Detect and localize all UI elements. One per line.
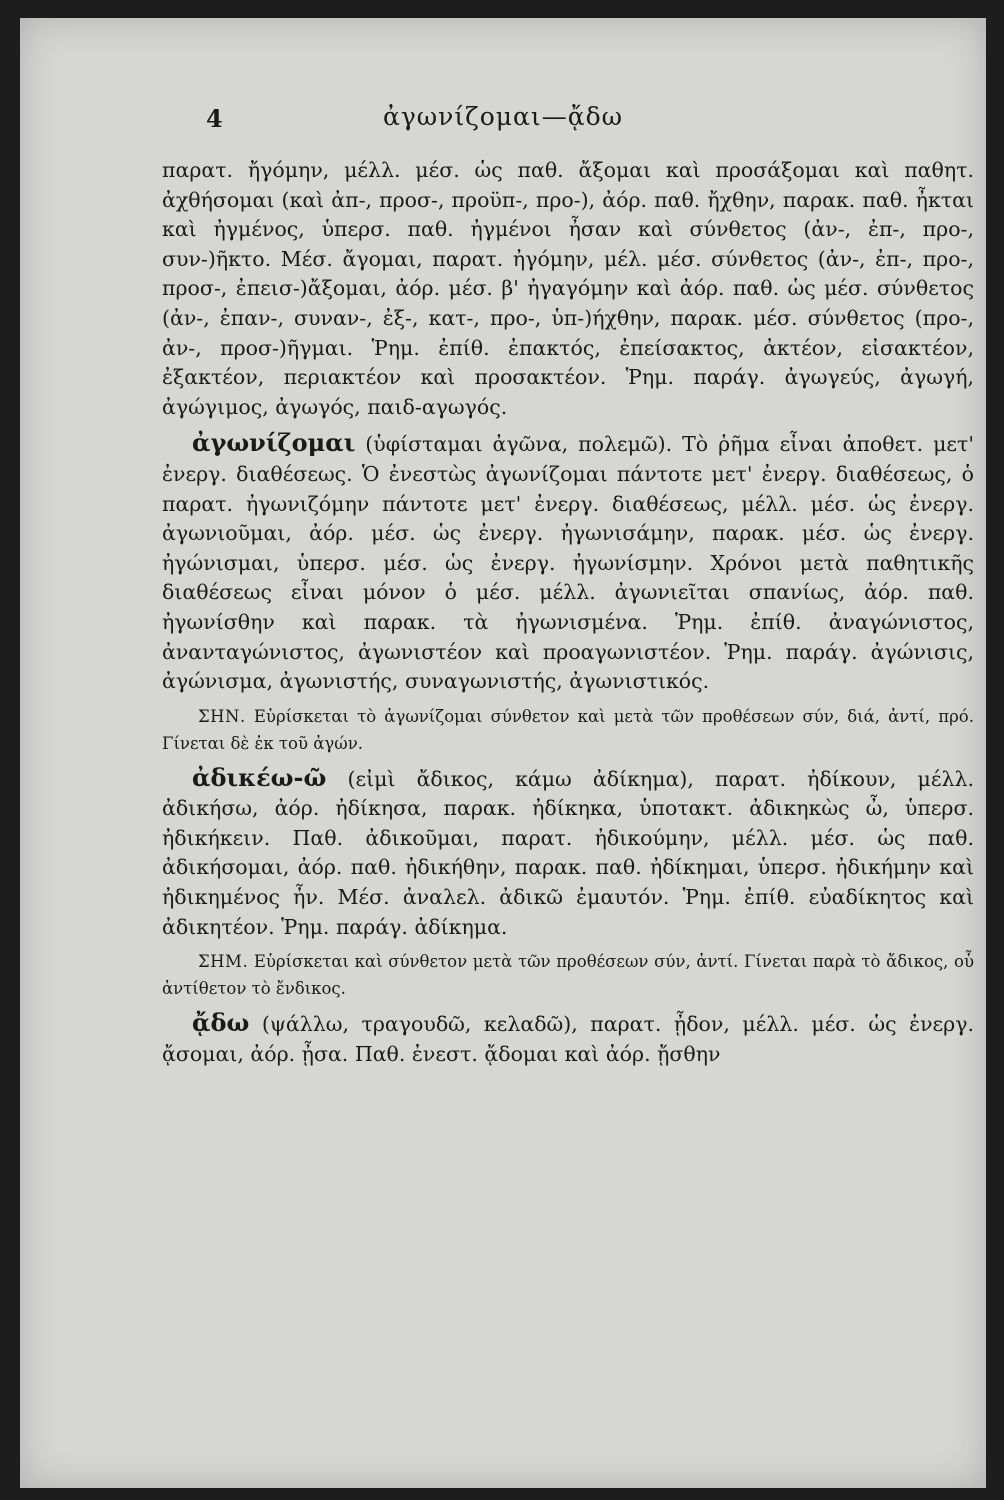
note-label: ΣΗΝ. xyxy=(198,706,246,726)
page-number: 4 xyxy=(206,104,223,133)
running-head: ἀγωνίζομαι—ᾄδω xyxy=(382,102,624,131)
entry-agonizomai xyxy=(162,428,974,696)
page-body xyxy=(162,156,974,1069)
note-label: ΣΗΜ. xyxy=(198,952,249,972)
headword: ἀδικέω-ῶ xyxy=(192,762,327,792)
entry-text: (ὑφίσταμαι ἀγῶνα, πολεμῶ). Τὸ ῥῆμα εἶναι ἀποθετ. μετ' ἐνεργ. διαθέσεως. Ὁ ἐνεστὼς ἀγωνίζομαι πάντοτε μετ' ἐνεργ. διαθέσεως, ὁ παρατ. ἠγωνιζόμην πάντοτε μετ' ἐνεργ. διαθέσεως, μέλλ. μέσ. ὡς ἐνεργ. ἀγωνιοῦμαι, ἀόρ. μέσ. ὡς ἐνεργ. ἠγωνισάμην, παρακ. μέσ. ὡς ἐνεργ. ἠγώνισμαι, ὑπερσ. μέσ. ὡς ἐνεργ. ἠγωνίσμην. Χρόνοι μετὰ παθητικῆς διαθέσεως εἶναι μόνον ὁ μέσ. μέλλ. ἀγωνιεῖται σπανίως, ἀόρ. παθ. ἠγωνίσθην καὶ παρακ. τὰ ἠγωνισμένα. Ῥημ. ἐπίθ. ἀναγώνιστος, ἀνανταγώνιστος, ἀγωνιστέον καὶ προαγωνιστέον. Ῥημ. παράγ. ἀγώνισις, ἀγώνισμα, ἀγωνιστής, συναγωνιστής, ἀγωνιστικός. xyxy=(162,432,974,694)
note-text: Εὑρίσκεται καὶ σύνθετον μετὰ τῶν προθέσεων σύν, ἀντί. Γίνεται παρὰ τὸ ἄδικος, οὗ ἀντίθετον τὸ ἔνδικος. xyxy=(162,952,974,999)
headword: ἀγωνίζομαι xyxy=(192,428,356,458)
entry-text: (ψάλλω, τραγουδῶ, κελαδῶ), παρατ. ᾖδον, μέλλ. μέσ. ὡς ἐνεργ. ᾄσομαι, ἀόρ. ᾖσα. Παθ. ἐνεστ. ᾄδομαι καὶ ἀόρ. ᾔσθην xyxy=(162,1012,974,1066)
note-text: Εὑρίσκεται τὸ ἀγωνίζομαι σύνθετον καὶ μετὰ τῶν προθέσεων σύν, διά, ἀντί, πρό. Γίνεται δὲ ἐκ τοῦ ἀγών. xyxy=(162,706,974,753)
entry-continuation xyxy=(162,156,974,422)
note-adikeo xyxy=(162,948,974,1002)
entry-text: (εἰμὶ ἄδικος, κάμω ἀδίκημα), παρατ. ἠδίκουν, μέλλ. ἀδικήσω, ἀόρ. ἠδίκησα, παρακ. ἠδίκηκα, ὑποτακτ. ἀδικηκὼς ὦ, ὑπερσ. ἠδικήκειν. Παθ. ἀδικοῦμαι, παρατ. ἠδικούμην, μέλλ. μέσ. ὡς παθ. ἀδικήσομαι, ἀόρ. παθ. ἠδικήθην, παρακ. παθ. ἠδίκημαι, ὑπερσ. ἠδικήμην καὶ ἠδικημένος ἦν. Μέσ. ἀναλελ. ἀδικῶ ἐμαυτόν. Ῥημ. ἐπίθ. εὐαδίκητος καὶ ἀδικητέον. Ῥημ. παράγ. ἀδίκημα. xyxy=(162,766,974,939)
note-agonizomai xyxy=(162,703,974,757)
headword: ᾄδω xyxy=(192,1008,250,1038)
entry-adikeo xyxy=(162,763,974,943)
book-page xyxy=(20,18,986,1488)
entry-ado xyxy=(162,1008,974,1069)
entry-text: παρατ. ἤγόμην, μέλλ. μέσ. ὡς παθ. ἄξομαι καὶ προσάξομαι καὶ παθητ. ἀχθήσομαι (καὶ ἀπ-, προσ-, προϋπ-, προ-), ἀόρ. παθ. ἤχθην, παρακ. παθ. ἦκται καὶ ἠγμένος, ὑπερσ. παθ. ἠγμένοι ἦσαν καὶ σύνθετος (ἀν-, ἐπ-, προ-, συν-)ῆκτο. Μέσ. ἄγομαι, παρατ. ἠγόμην, μέλ. μέσ. σύνθετος (ἀν-, ἐπ-, προ-, προσ-, ἐπεισ-)ἄξομαι, ἀόρ. μέσ. β' ἠγαγόμην καὶ ἀόρ. παθ. ὡς μέσ. σύνθετος (ἀν-, ἐπαν-, συναν-, ἐξ-, κατ-, προ-, ὑπ-)ήχθην, παρακ. μέσ. σύνθετος (προ-, ἀν-, προσ-)ῆγμαι. Ῥημ. ἐπίθ. ἐπακτός, ἐπείσακτος, ἀκτέον, εἰσακτέον, ἐξακτέον, περιακτέον καὶ προσακτέον. Ῥημ. παράγ. ἀγωγεύς, ἀγωγή, ἀγώγιμος, ἀγωγός, παιδ-αγωγός. xyxy=(162,158,974,419)
